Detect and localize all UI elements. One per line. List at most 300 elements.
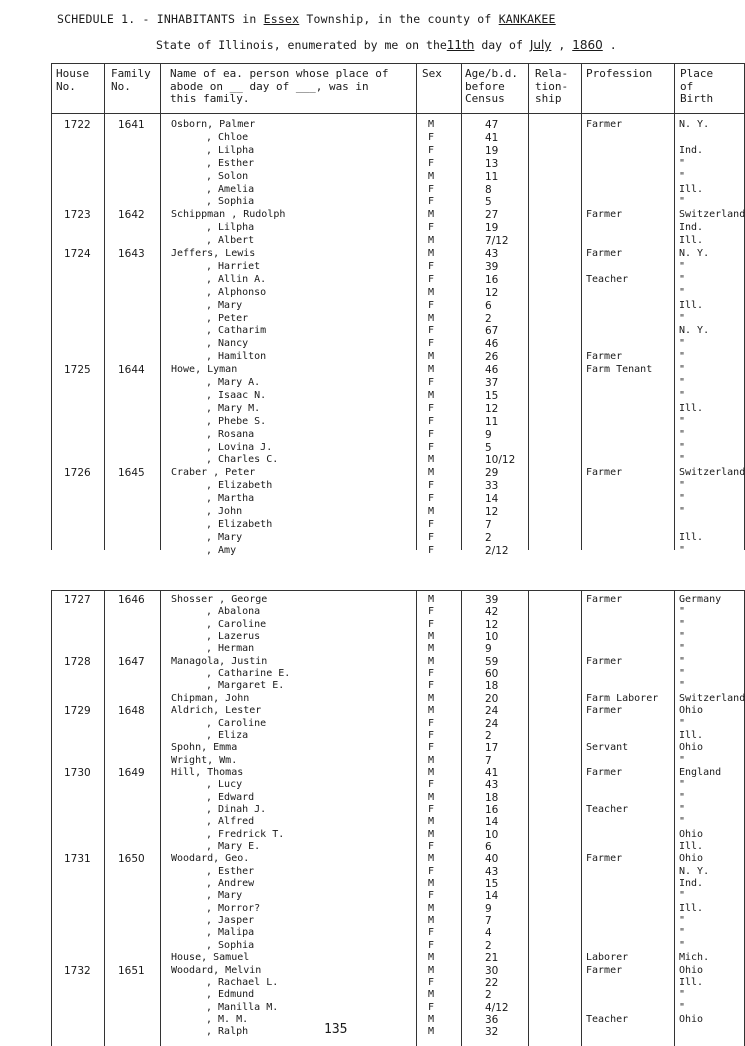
- cell-sex: F: [428, 618, 435, 630]
- cell-name: , Ralph: [206, 1026, 249, 1038]
- cell-sex: M: [428, 964, 435, 976]
- cell-age: 7: [485, 518, 492, 531]
- cell-name: House, Samuel: [171, 952, 250, 964]
- cell-family-no: 1648: [118, 705, 145, 718]
- cell-name: , Martha: [206, 493, 255, 505]
- cell-sex: F: [428, 544, 435, 556]
- cell-sex: F: [428, 742, 435, 754]
- cell-name: Shosser , George: [171, 594, 268, 605]
- cell-sex: M: [428, 506, 435, 517]
- cell-profession: Farmer: [586, 119, 623, 130]
- cell-birth-place: ": [679, 364, 686, 376]
- cell-birth-place: Germany: [679, 594, 722, 605]
- column-rule: [51, 63, 52, 550]
- cell-name: , Catharim: [206, 325, 267, 337]
- cell-name: , Esther: [206, 865, 255, 877]
- cell-name: , Albert: [206, 235, 255, 247]
- cell-profession: Farmer: [586, 351, 623, 363]
- cell-birth-place: Ohio: [679, 1013, 704, 1025]
- cell-house-no: 1729: [64, 705, 91, 718]
- cell-birth-place: ": [679, 415, 686, 427]
- cell-name: , Mary E.: [206, 841, 261, 852]
- cell-birth-place: ": [679, 454, 686, 466]
- cell-sex: M: [428, 791, 435, 803]
- cell-birth-place: ": [679, 544, 686, 556]
- cell-age: 39: [485, 594, 499, 606]
- column-header-age: Age/b.d. before Census: [465, 67, 518, 105]
- column-header-profession: Profession: [586, 67, 653, 80]
- cell-sex: M: [428, 902, 435, 914]
- cell-age: 15: [485, 878, 499, 891]
- cell-profession: Laborer: [586, 952, 629, 964]
- column-rule: [674, 63, 675, 550]
- cell-name: , Allin A.: [206, 273, 267, 285]
- cell-birth-place: ": [679, 389, 686, 401]
- cell-birth-place: ": [679, 618, 686, 630]
- cell-age: 14: [485, 493, 499, 506]
- cell-birth-place: Ill.: [679, 841, 704, 852]
- cell-sex: F: [428, 729, 435, 741]
- cell-birth-place: Switzerland: [679, 467, 745, 479]
- cell-name: Osborn, Palmer: [171, 119, 256, 130]
- cell-sex: M: [428, 766, 435, 778]
- cell-sex: F: [428, 518, 435, 530]
- cell-sex: F: [428, 131, 435, 143]
- column-rule: [528, 63, 529, 550]
- cell-age: 2: [485, 312, 492, 325]
- cell-age: 5: [485, 196, 492, 209]
- cell-name: , Andrew: [206, 878, 255, 890]
- cell-sex: M: [428, 119, 435, 130]
- cell-birth-place: ": [679, 312, 686, 324]
- cell-sex: F: [428, 668, 435, 680]
- cell-house-no: 1722: [64, 119, 91, 131]
- column-rule: [461, 590, 462, 1046]
- cell-birth-place: ": [679, 643, 686, 655]
- cell-age: 26: [485, 351, 499, 364]
- cell-name: Aldrich, Lester: [171, 705, 262, 717]
- cell-profession: Teacher: [586, 1013, 629, 1025]
- cell-age: 4: [485, 927, 492, 940]
- cell-birth-place: Ill.: [679, 902, 704, 914]
- cell-birth-place: Ind.: [679, 144, 704, 156]
- cell-birth-place: Ind.: [679, 222, 704, 234]
- cell-sex: M: [428, 705, 435, 717]
- cell-sex: M: [428, 915, 435, 927]
- cell-age: 19: [485, 144, 499, 157]
- cell-age: 43: [485, 248, 499, 260]
- cell-age: 29: [485, 467, 499, 480]
- cell-age: 13: [485, 157, 499, 170]
- cell-name: , M. M.: [206, 1013, 249, 1025]
- cell-age: 12: [485, 402, 499, 415]
- cell-name: Hill, Thomas: [171, 766, 244, 778]
- cell-house-no: 1725: [64, 364, 91, 377]
- cell-sex: M: [428, 828, 435, 840]
- cell-birth-place: Ill.: [679, 402, 704, 414]
- cell-birth-place: Switzerland: [679, 692, 745, 704]
- cell-name: , Manilla M.: [206, 1001, 279, 1013]
- cell-age: 33: [485, 480, 499, 493]
- cell-birth-place: N. Y.: [679, 865, 710, 877]
- cell-profession: Farmer: [586, 766, 623, 778]
- cell-sex: F: [428, 299, 435, 311]
- cell-age: 20: [485, 692, 499, 705]
- column-rule: [104, 63, 105, 550]
- cell-sex: M: [428, 389, 435, 401]
- cell-sex: M: [428, 351, 435, 363]
- cell-age: 41: [485, 131, 499, 144]
- cell-name: , Alphonso: [206, 286, 267, 298]
- cell-sex: F: [428, 196, 435, 208]
- cell-name: , Caroline: [206, 618, 267, 630]
- cell-name: Managola, Justin: [171, 655, 268, 667]
- cell-name: , Edward: [206, 791, 255, 803]
- month-value: July: [529, 38, 552, 52]
- day-of-label: day of: [481, 38, 523, 52]
- cell-name: Wright, Wm.: [171, 754, 238, 766]
- cell-sex: M: [428, 467, 435, 479]
- cell-name: , Lilpha: [206, 222, 255, 234]
- column-header-family-no: Family No.: [111, 67, 151, 93]
- column-header-house-no: House No.: [56, 67, 90, 93]
- cell-age: 30: [485, 964, 499, 977]
- cell-profession: Teacher: [586, 273, 629, 285]
- cell-birth-place: ": [679, 816, 686, 828]
- cell-family-no: 1641: [118, 119, 145, 131]
- cell-birth-place: ": [679, 506, 686, 517]
- cell-sex: M: [428, 312, 435, 324]
- township-value: Essex: [263, 12, 300, 26]
- cell-name: , Abalona: [206, 606, 261, 618]
- cell-sex: M: [428, 643, 435, 655]
- cell-birth-place: Switzerland: [679, 209, 745, 221]
- cell-name: , Lazerus: [206, 631, 261, 643]
- row-rule: [51, 113, 745, 114]
- cell-birth-place: Ill.: [679, 531, 704, 543]
- cell-name: , Morror?: [206, 902, 261, 914]
- cell-age: 2/12: [485, 544, 509, 557]
- cell-age: 16: [485, 803, 499, 816]
- cell-name: , Dinah J.: [206, 803, 267, 815]
- cell-name: Woodard, Geo.: [171, 853, 250, 865]
- cell-name: , Rachael L.: [206, 976, 279, 988]
- cell-name: Woodard, Melvin: [171, 964, 262, 976]
- cell-name: , Amy: [206, 544, 237, 556]
- cell-name: , Sophia: [206, 939, 255, 951]
- cell-name: , Charles C.: [206, 454, 279, 466]
- cell-family-no: 1647: [118, 655, 145, 668]
- cell-profession: Farmer: [586, 594, 623, 605]
- cell-name: , Eliza: [206, 729, 249, 741]
- cell-birth-place: Ohio: [679, 742, 704, 754]
- cell-age: 2: [485, 989, 492, 1002]
- cell-family-no: 1649: [118, 766, 145, 779]
- cell-age: 32: [485, 1026, 499, 1039]
- cell-sex: F: [428, 865, 435, 877]
- cell-family-no: 1644: [118, 364, 145, 377]
- cell-birth-place: ": [679, 989, 686, 1001]
- cell-sex: F: [428, 493, 435, 505]
- cell-family-no: 1646: [118, 594, 145, 606]
- cell-birth-place: N. Y.: [679, 325, 710, 337]
- schedule-title-text: SCHEDULE 1. - INHABITANTS in: [57, 12, 257, 26]
- cell-sex: M: [428, 989, 435, 1001]
- cell-name: , Jasper: [206, 915, 255, 927]
- cell-profession: Teacher: [586, 803, 629, 815]
- cell-age: 2: [485, 729, 492, 742]
- cell-birth-place: ": [679, 779, 686, 791]
- cell-name: , Malipa: [206, 927, 255, 939]
- cell-birth-place: ": [679, 655, 686, 667]
- cell-age: 24: [485, 717, 499, 730]
- cell-birth-place: ": [679, 915, 686, 927]
- cell-profession: Farmer: [586, 209, 623, 221]
- cell-age: 18: [485, 791, 499, 804]
- cell-name: , Mary M.: [206, 402, 261, 414]
- cell-birth-place: ": [679, 196, 686, 208]
- cell-age: 12: [485, 506, 499, 518]
- cell-name: , Lovina J.: [206, 441, 273, 453]
- cell-birth-place: ": [679, 890, 686, 902]
- cell-sex: F: [428, 890, 435, 902]
- cell-name: , Phebe S.: [206, 415, 267, 427]
- cell-age: 15: [485, 389, 499, 402]
- cell-age: 41: [485, 766, 499, 779]
- cell-name: , Mary A.: [206, 377, 261, 388]
- cell-house-no: 1732: [64, 964, 91, 977]
- row-rule: [51, 590, 745, 591]
- cell-age: 10/12: [485, 454, 516, 467]
- cell-sex: M: [428, 631, 435, 643]
- cell-age: 12: [485, 286, 499, 299]
- cell-birth-place: ": [679, 493, 686, 505]
- cell-profession: Farmer: [586, 964, 623, 976]
- cell-age: 67: [485, 325, 499, 338]
- cell-sex: F: [428, 976, 435, 988]
- cell-house-no: 1723: [64, 209, 91, 222]
- cell-birth-place: ": [679, 351, 686, 363]
- cell-name: Schippman , Rudolph: [171, 209, 286, 221]
- cell-sex: F: [428, 402, 435, 414]
- cell-age: 59: [485, 655, 499, 668]
- column-rule: [104, 590, 105, 1046]
- cell-birth-place: ": [679, 170, 686, 182]
- cell-sex: M: [428, 655, 435, 667]
- cell-age: 18: [485, 680, 499, 693]
- cell-name: , Chloe: [206, 131, 249, 143]
- cell-age: 37: [485, 377, 499, 389]
- cell-sex: M: [428, 364, 435, 376]
- cell-sex: M: [428, 952, 435, 964]
- cell-age: 43: [485, 865, 499, 878]
- cell-name: , Mary: [206, 531, 243, 543]
- cell-sex: M: [428, 1026, 435, 1038]
- cell-sex: F: [428, 377, 435, 388]
- cell-birth-place: Mich.: [679, 952, 710, 964]
- cell-sex: F: [428, 415, 435, 427]
- cell-sex: F: [428, 441, 435, 453]
- column-rule: [581, 63, 582, 550]
- cell-sex: F: [428, 841, 435, 852]
- cell-age: 46: [485, 338, 499, 351]
- cell-age: 7: [485, 754, 492, 767]
- cell-profession: Farmer: [586, 705, 623, 717]
- cell-birth-place: Ill.: [679, 729, 704, 741]
- cell-name: , Hamilton: [206, 351, 267, 363]
- cell-name: , Caroline: [206, 717, 267, 729]
- page-number: 135: [324, 1022, 348, 1037]
- cell-name: , Catharine E.: [206, 668, 291, 680]
- cell-birth-place: Ill.: [679, 299, 704, 311]
- cell-sex: F: [428, 680, 435, 692]
- cell-age: 9: [485, 643, 492, 656]
- cell-birth-place: Ill.: [679, 976, 704, 988]
- cell-name: Howe, Lyman: [171, 364, 238, 376]
- column-rule: [160, 63, 161, 550]
- cell-name: Chipman, John: [171, 692, 250, 704]
- cell-birth-place: ": [679, 803, 686, 815]
- cell-sex: F: [428, 803, 435, 815]
- cell-sex: M: [428, 209, 435, 221]
- column-header-relationship: Rela- tion- ship: [535, 67, 569, 105]
- column-rule: [416, 590, 417, 1046]
- column-rule: [528, 590, 529, 1046]
- cell-profession: Farmer: [586, 853, 623, 865]
- cell-birth-place: Ohio: [679, 853, 704, 865]
- cell-age: 24: [485, 705, 499, 718]
- cell-age: 2: [485, 939, 492, 952]
- cell-age: 12: [485, 618, 499, 631]
- cell-age: 7: [485, 915, 492, 928]
- cell-name: , Harriet: [206, 260, 261, 272]
- cell-name: , Lucy: [206, 779, 243, 791]
- cell-age: 5: [485, 441, 492, 454]
- cell-name: Jeffers, Lewis: [171, 248, 256, 259]
- cell-age: 42: [485, 606, 499, 619]
- cell-age: 46: [485, 364, 499, 377]
- cell-birth-place: ": [679, 260, 686, 272]
- cell-age: 9: [485, 902, 492, 915]
- cell-birth-place: ": [679, 338, 686, 350]
- cell-age: 9: [485, 428, 492, 441]
- cell-name: , Lilpha: [206, 144, 255, 156]
- cell-sex: M: [428, 878, 435, 890]
- cell-sex: F: [428, 480, 435, 492]
- enumeration-line: [156, 38, 617, 52]
- cell-birth-place: ": [679, 157, 686, 169]
- cell-age: 17: [485, 742, 499, 755]
- cell-name: , Margaret E.: [206, 680, 285, 692]
- cell-sex: M: [428, 170, 435, 182]
- cell-age: 14: [485, 816, 499, 829]
- cell-birth-place: N. Y.: [679, 119, 710, 130]
- cell-sex: M: [428, 853, 435, 865]
- cell-name: , Mary: [206, 890, 243, 902]
- cell-sex: M: [428, 248, 435, 259]
- cell-name: , Herman: [206, 643, 255, 655]
- cell-sex: M: [428, 1013, 435, 1025]
- cell-age: 16: [485, 273, 499, 286]
- cell-age: 6: [485, 841, 492, 853]
- cell-age: 22: [485, 976, 499, 989]
- cell-name: , Edmund: [206, 989, 255, 1001]
- cell-family-no: 1643: [118, 248, 145, 260]
- cell-age: 43: [485, 779, 499, 792]
- cell-house-no: 1726: [64, 467, 91, 480]
- schedule-title-line: [57, 12, 556, 26]
- cell-name: , Alfred: [206, 816, 255, 828]
- cell-sex: F: [428, 717, 435, 729]
- cell-birth-place: Ind.: [679, 878, 704, 890]
- cell-sex: F: [428, 927, 435, 939]
- column-header-name: Name of ea. person whose place of abode on __ day of ___, was in this family.: [170, 67, 389, 105]
- cell-sex: F: [428, 338, 435, 350]
- cell-sex: F: [428, 1001, 435, 1013]
- cell-birth-place: Ohio: [679, 964, 704, 976]
- cell-birth-place: ": [679, 631, 686, 643]
- cell-birth-place: Ohio: [679, 705, 704, 717]
- cell-house-no: 1724: [64, 248, 91, 260]
- cell-sex: M: [428, 286, 435, 298]
- cell-age: 11: [485, 170, 499, 183]
- cell-name: , Mary: [206, 299, 243, 311]
- cell-name: Craber , Peter: [171, 467, 256, 479]
- cell-birth-place: ": [679, 480, 686, 492]
- cell-house-no: 1728: [64, 655, 91, 668]
- cell-sex: F: [428, 325, 435, 337]
- cell-age: 36: [485, 1013, 499, 1026]
- county-label: Township, in the county of: [306, 12, 492, 26]
- cell-birth-place: ": [679, 273, 686, 285]
- column-rule: [51, 590, 52, 1046]
- cell-age: 4/12: [485, 1001, 509, 1014]
- cell-name: , Isaac N.: [206, 389, 267, 401]
- cell-name: , Nancy: [206, 338, 249, 350]
- cell-sex: F: [428, 260, 435, 272]
- cell-age: 39: [485, 260, 499, 273]
- cell-birth-place: ": [679, 606, 686, 618]
- cell-birth-place: N. Y.: [679, 248, 710, 259]
- cell-birth-place: ": [679, 939, 686, 951]
- cell-sex: F: [428, 428, 435, 440]
- cell-name: , Rosana: [206, 428, 255, 440]
- cell-birth-place: England: [679, 766, 722, 778]
- cell-birth-place: ": [679, 377, 686, 388]
- cell-sex: M: [428, 235, 435, 247]
- year-value: 1860: [572, 38, 603, 52]
- cell-birth-place: Ill.: [679, 183, 704, 195]
- cell-name: , Fredrick T.: [206, 828, 285, 840]
- cell-profession: Farmer: [586, 248, 623, 259]
- cell-sex: F: [428, 144, 435, 156]
- cell-profession: Farmer: [586, 467, 623, 479]
- cell-age: 10: [485, 828, 499, 841]
- cell-birth-place: ": [679, 791, 686, 803]
- cell-sex: F: [428, 273, 435, 285]
- cell-age: 8: [485, 183, 492, 196]
- county-value: KANKAKEE: [498, 12, 556, 26]
- cell-age: 2: [485, 531, 492, 544]
- cell-birth-place: ": [679, 1001, 686, 1013]
- cell-sex: F: [428, 779, 435, 791]
- cell-house-no: 1730: [64, 766, 91, 779]
- cell-birth-place: ": [679, 754, 686, 766]
- cell-family-no: 1642: [118, 209, 145, 222]
- cell-house-no: 1731: [64, 853, 91, 866]
- column-rule: [416, 63, 417, 550]
- cell-sex: M: [428, 594, 435, 605]
